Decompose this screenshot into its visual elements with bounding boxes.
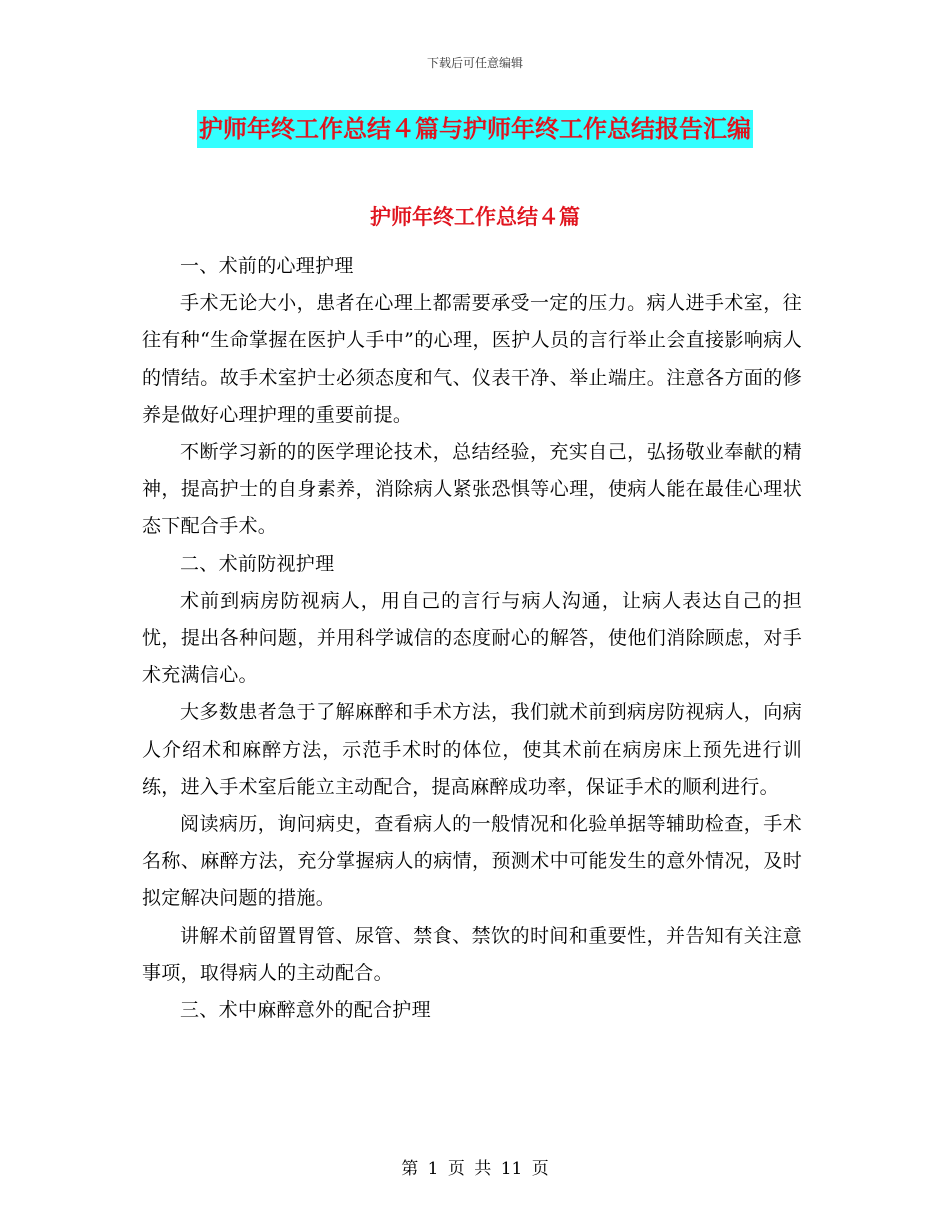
paragraph: 大多数患者急于了解麻醉和手术方法，我们就术前到病房防视病人，向病人介绍术和麻醉方法，示范手术时的体位，使其术前在病房床上预先进行训练，进入手术室后能立主动配合，提高麻醉成功率，保证手术的顺利进行。 xyxy=(142,701,802,798)
paragraph: 不断学习新的的医学理论技术，总结经验，充实自己，弘扬敬业奉献的精神，提高护士的自身素养，消除病人紧张恐惧等心理，使病人能在最佳心理状态下配合手术。 xyxy=(142,441,802,538)
page-footer: 第 1 页 共 11 页 xyxy=(401,1159,549,1179)
paragraph: 阅读病历，询问病史，查看病人的一般情况和化验单据等辅助检查，手术名称、麻醉方法，充分掌握病人的病情，预测术中可能发生的意外情况，及时拟定解决问题的措施。 xyxy=(142,813,802,910)
paragraph: 手术无论大小，患者在心理上都需要承受一定的压力。病人进手术室，往往有种“生命掌握在医护人手中”的心理，医护人员的言行举止会直接影响病人的情结。故手术室护士必须态度和气、仪表干净、举止端庄。注意各方面的修养是做好心理护理的重要前提。 xyxy=(142,292,802,426)
main-title-wrap xyxy=(0,110,950,148)
section-title: 护师年终工作总结４篇 xyxy=(370,204,580,229)
header-note: 下载后可任意编辑 xyxy=(426,56,523,70)
paragraph: 讲解术前留置胃管、尿管、禁食、禁饮的时间和重要性，并告知有关注意事项，取得病人的主动配合。 xyxy=(142,924,802,984)
document-body xyxy=(142,248,802,1029)
heading-preop-visit: 二、术前防视护理 xyxy=(180,552,335,575)
heading-preop-psych: 一、术前的心理护理 xyxy=(180,255,354,277)
paragraph: 术前到病房防视病人，用自己的言行与病人沟通，让病人表达自己的担忧，提出各种问题，并用科学诚信的态度耐心的解答，使他们消除顾虑，对手术充满信心。 xyxy=(142,589,802,687)
heading-intraop: 三、术中麻醉意外的配合护理 xyxy=(180,999,431,1022)
main-title: 护师年终工作总结４篇与护师年终工作总结报告汇编 xyxy=(197,110,753,148)
